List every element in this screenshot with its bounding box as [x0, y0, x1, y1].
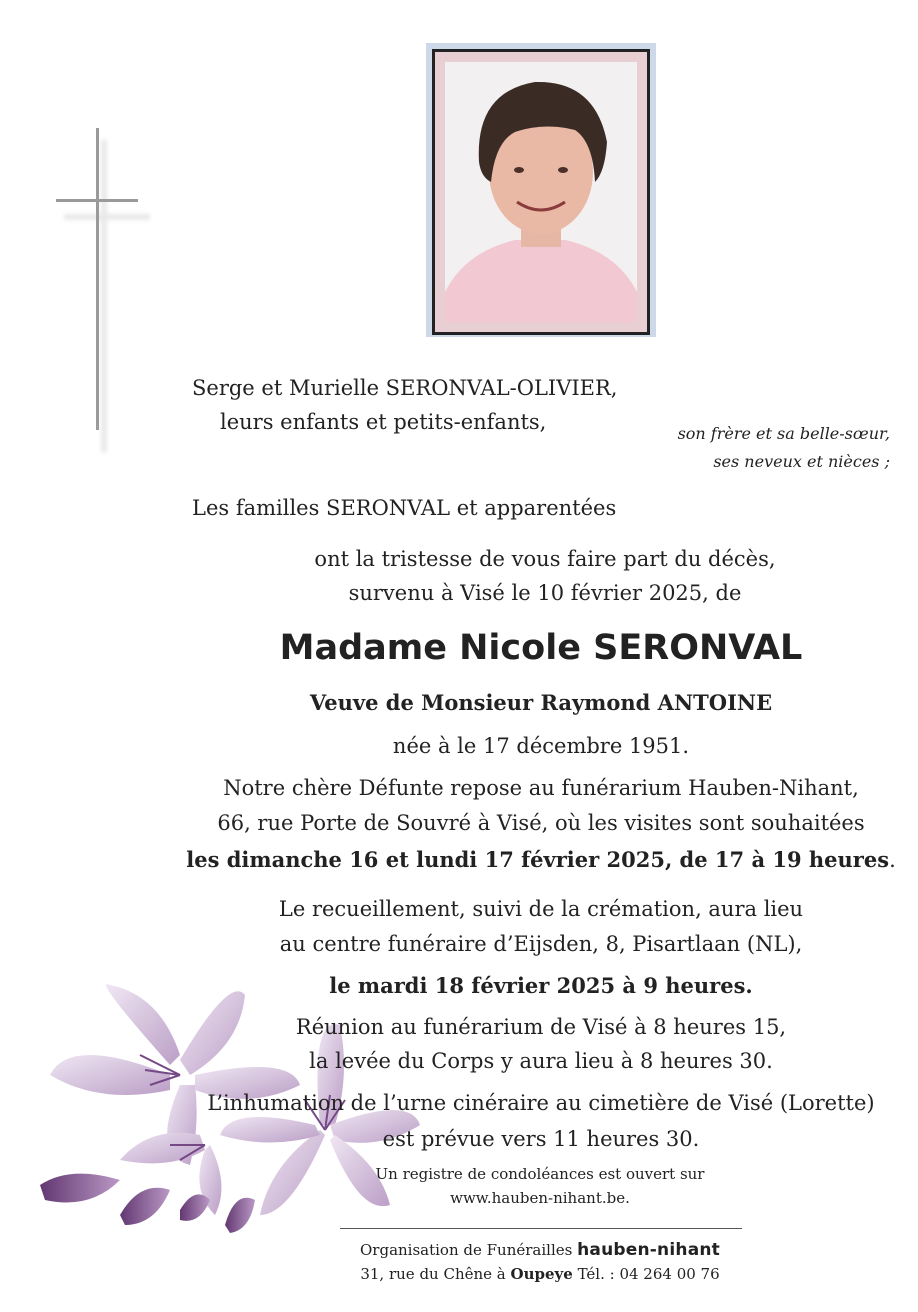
portrait-image — [435, 52, 647, 332]
footer-org-prefix: Organisation de Funérailles — [360, 1241, 573, 1259]
ceremony-line-1: Le recueillement, suivi de la crémation, aura lieu — [278, 897, 804, 921]
footer-phone: Tél. : 04 264 00 76 — [577, 1265, 720, 1283]
footer-address — [290, 1262, 790, 1286]
ceremony-line-7: est prévue vers 11 heures 30. — [382, 1127, 700, 1151]
relation-line-2: ses neveux et nièces ; — [713, 452, 890, 471]
footer-address-prefix: 31, rue du Chêne à — [360, 1265, 506, 1283]
cross-shadow — [64, 214, 150, 220]
family-line-3: Les familles SERONVAL et apparentées — [192, 496, 617, 520]
cross-shadow — [101, 140, 107, 452]
relation-line-1: son frère et sa belle-sœur, — [677, 424, 890, 443]
widow-of: Veuve de Monsieur Raymond ANTOINE — [309, 690, 773, 715]
deceased-name: Madame Nicole SERONVAL — [279, 628, 803, 668]
ceremony-line-4: Réunion au funérarium de Visé à 8 heures 15, — [295, 1015, 787, 1039]
visits-line-1: Notre chère Défunte repose au funérarium Hauben-Nihant, — [223, 776, 859, 800]
ceremony-line-2: au centre funéraire d’Eijsden, 8, Pisartlaan (NL), — [279, 932, 803, 956]
family-line-2: leurs enfants et petits-enfants, — [220, 410, 547, 434]
visits-line-3 — [180, 845, 902, 875]
register-line-1: Un registre de condoléances est ouvert sur — [375, 1165, 705, 1183]
footer-city: Oupeye — [510, 1265, 573, 1283]
visits-dates: les dimanche 16 et lundi 17 février 2025, de 17 à 19 heures — [186, 847, 890, 872]
birth-date: née à le 17 décembre 1951. — [392, 734, 690, 758]
cross-icon — [96, 128, 99, 430]
register-url[interactable]: www.hauben-nihant.be. — [450, 1189, 630, 1207]
footer-divider — [340, 1228, 742, 1229]
portrait-photo — [426, 43, 656, 337]
announcement-line-2: survenu à Visé le 10 février 2025, de — [348, 581, 742, 605]
visits-line-2: 66, rue Porte de Souvré à Visé, où les visites sont souhaitées — [217, 811, 865, 835]
family-line-1: Serge et Murielle SERONVAL-OLIVIER, — [192, 376, 618, 400]
visits-period: . — [889, 848, 896, 872]
footer-organisation — [290, 1238, 790, 1262]
ceremony-date: le mardi 18 février 2025 à 9 heures. — [329, 973, 753, 998]
ceremony-line-5: la levée du Corps y aura lieu à 8 heures 30. — [309, 1049, 773, 1073]
announcement-line-1: ont la tristesse de vous faire part du décès, — [314, 547, 776, 571]
cross-icon — [56, 199, 138, 202]
brand-logo: hauben-nihant — [577, 1240, 720, 1260]
ceremony-line-6: L’inhumation de l’urne cinéraire au cimetière de Visé (Lorette) — [207, 1091, 875, 1115]
